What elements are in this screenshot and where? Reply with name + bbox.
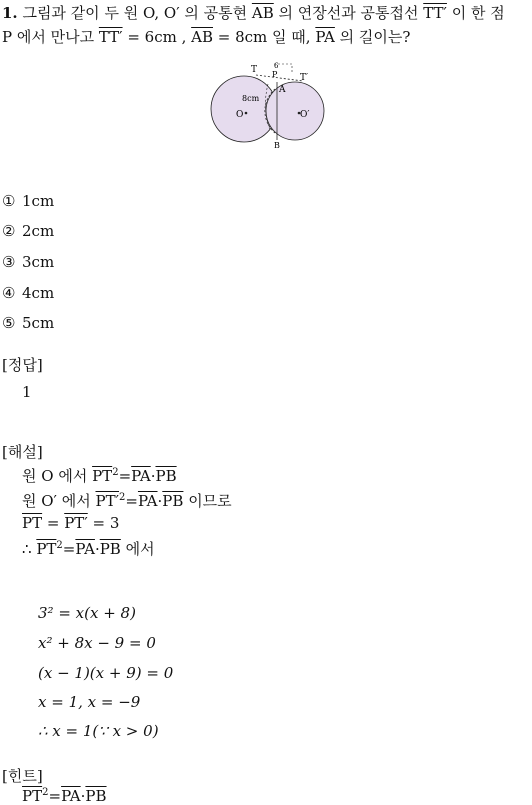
question-text: P 에서 만나고 <box>2 28 99 46</box>
question-text: 의 연장선과 공통접선 <box>273 4 424 22</box>
dot-operator: · <box>157 492 163 510</box>
answer-label: [정답] <box>2 356 43 374</box>
circle-o-prime <box>266 82 324 140</box>
label-t: T <box>251 65 258 75</box>
choice-mark: ④ <box>2 284 16 302</box>
question-line-2 <box>2 26 410 47</box>
math-step-1: 3² = x(x + 8) <box>38 604 136 622</box>
segment-pt: $\overline{PT}$ <box>22 514 43 532</box>
solution-line-2 <box>22 490 232 511</box>
choice-mark: ⑤ <box>2 314 16 332</box>
exponent: 2 <box>56 540 63 551</box>
answer-value: 1 <box>22 383 32 401</box>
segment-pb: $\overline{PB}$ <box>155 467 177 485</box>
solution-text: 에서 <box>120 540 155 558</box>
solution-label: [해설] <box>2 443 43 461</box>
choice-mark: ① <box>2 192 16 210</box>
choice-text: 1cm <box>22 192 55 210</box>
geometry-figure <box>206 60 330 150</box>
segment-pb: $\overline{PB}$ <box>162 492 184 510</box>
question-text: 이 한 점 <box>446 4 505 22</box>
therefore-symbol: ∴ <box>22 540 37 558</box>
segment-pb: $\overline{PB}$ <box>85 787 107 805</box>
tangent-tt <box>256 75 303 81</box>
segment-pt-prime: PT′ <box>95 492 119 510</box>
exponent: 2 <box>119 492 126 503</box>
choice-text: 2cm <box>22 222 55 240</box>
label-6: 6 <box>274 62 279 70</box>
equals-sign: = <box>125 492 138 510</box>
segment-pt-prime: PT′ <box>64 514 88 532</box>
choice-5[interactable] <box>2 314 54 332</box>
dot-operator: · <box>150 467 156 485</box>
segment-ab: $\overline{AB}$ <box>191 28 213 46</box>
center-o-dot <box>245 112 248 115</box>
solution-line-3 <box>22 514 119 532</box>
segment-pt: $\overline{PT}$ <box>22 787 43 805</box>
exponent: 2 <box>112 467 119 478</box>
label-b: B <box>274 141 280 150</box>
hint-line <box>22 787 107 805</box>
solution-text: 이므로 <box>183 492 232 510</box>
question-text: = 6cm , <box>122 28 192 46</box>
choice-text: 3cm <box>22 253 55 271</box>
segment-pa: $\overline{PA}$ <box>315 28 335 46</box>
question-text: = 8cm 일 때, <box>213 28 316 46</box>
exponent: 2 <box>42 787 49 798</box>
segment-pa: $\overline{PA}$ <box>137 492 158 510</box>
solution-line-4 <box>22 538 155 559</box>
label-t-prime: T′ <box>300 73 309 83</box>
equals-sign: = <box>118 467 132 485</box>
question-line-1 <box>2 2 505 23</box>
choice-text: 5cm <box>22 314 55 332</box>
segment-pt: $\overline{PT}$ <box>92 467 113 485</box>
math-step-2: x² + 8x − 9 = 0 <box>38 634 156 652</box>
segment-ab: $\overline{AB}$ <box>251 4 274 22</box>
question-text: 그림과 같이 두 원 O, O′ 의 공통현 <box>22 4 252 22</box>
dot-operator: · <box>94 540 100 558</box>
segment-pt: $\overline{PT}$ <box>36 540 57 558</box>
math-step-5: ∴ x = 1(∵ x > 0) <box>38 722 159 740</box>
label-o: O <box>236 110 244 120</box>
choice-mark: ③ <box>2 253 16 271</box>
label-a: A <box>279 85 286 95</box>
math-step-4: x = 1, x = −9 <box>38 693 141 711</box>
label-o-prime: O′ <box>300 110 310 120</box>
segment-pa: $\overline{PA}$ <box>131 467 151 485</box>
question-number: 1. <box>2 4 18 22</box>
solution-line-1 <box>22 465 177 486</box>
question-text: 의 길이는? <box>334 28 411 46</box>
equals-sign: = <box>62 540 76 558</box>
dot-operator: · <box>80 787 86 805</box>
solution-text: 원 O′ 에서 <box>22 492 96 510</box>
choice-3[interactable] <box>2 253 54 271</box>
solution-text: 원 O 에서 <box>22 467 93 485</box>
segment-pa: $\overline{PA}$ <box>75 540 95 558</box>
choice-text: 4cm <box>22 284 55 302</box>
choice-mark: ② <box>2 222 16 240</box>
solution-text: = 3 <box>87 514 120 532</box>
label-p: P <box>272 70 278 79</box>
segment-tt: TT′ <box>423 4 447 22</box>
segment-pb: $\overline{PB}$ <box>99 540 121 558</box>
choice-2[interactable] <box>2 222 54 240</box>
choice-4[interactable] <box>2 284 54 302</box>
label-8cm: 8cm <box>242 94 260 103</box>
segment-pa: $\overline{PA}$ <box>61 787 81 805</box>
equals-sign: = <box>48 787 62 805</box>
equals-sign: = <box>42 514 65 532</box>
math-step-3: (x − 1)(x + 9) = 0 <box>38 664 174 682</box>
choice-1[interactable] <box>2 192 54 210</box>
segment-tt: TT′ <box>98 28 123 46</box>
hint-label: [힌트] <box>2 767 43 785</box>
